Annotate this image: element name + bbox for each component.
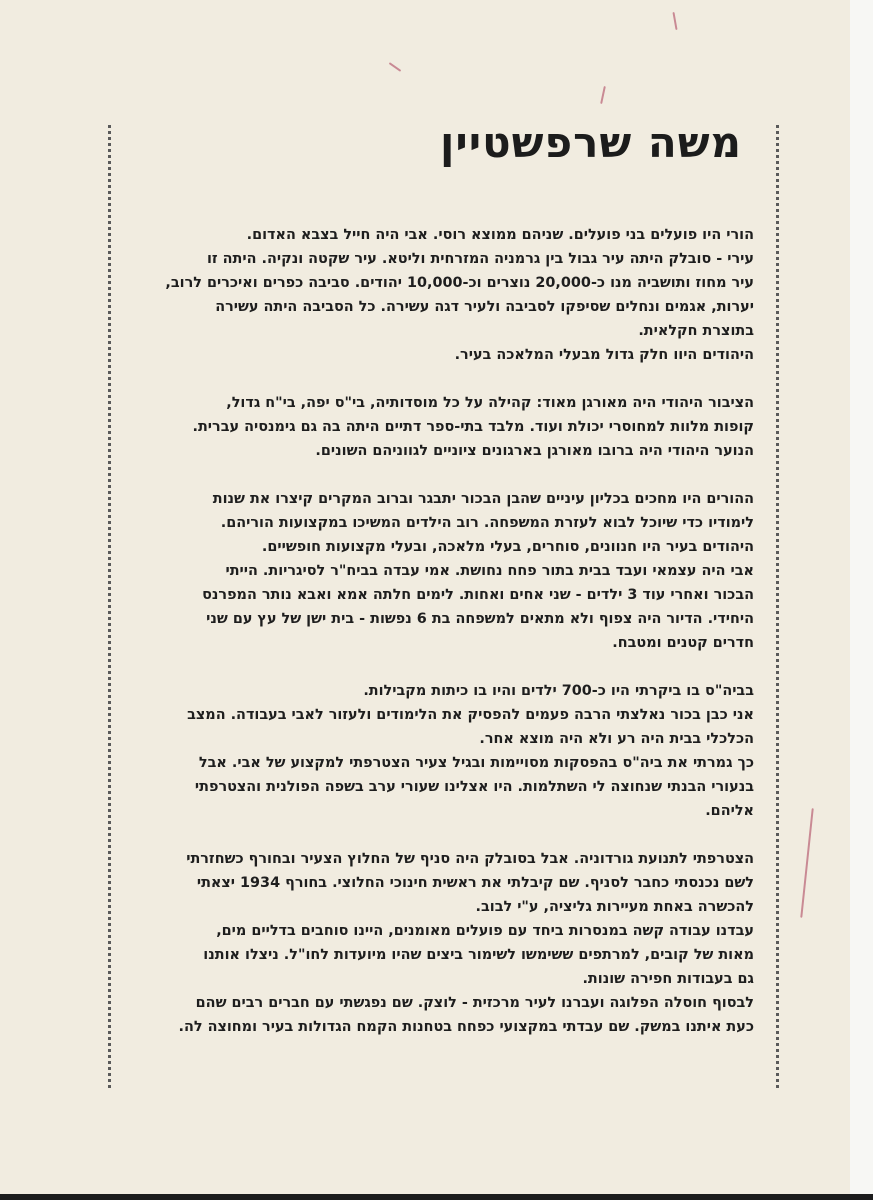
scan-mark xyxy=(672,12,677,30)
paragraph xyxy=(128,679,754,823)
text-line: יערות, אגמים ונחלים שסיפקו לסביבה ולעיר דגה עשירה. כל הסביבה היתה עשירה xyxy=(215,299,754,315)
paragraph xyxy=(128,847,754,1039)
text-line: הציבור היהודי היה מאורגן מאוד: קהילה על כל מוסדותיה, בי"ס יפה, בי"ח גדול, xyxy=(226,395,754,411)
text-line: הכלכלי בבית היה רע ולא היה מוצא אחר. xyxy=(479,731,754,747)
scan-mark xyxy=(389,62,402,72)
text-line: היהודים בעיר היו חנוונים, סוחרים, בעלי מלאכה, ובעלי מקצועות חופשיים. xyxy=(261,539,754,555)
text-line: עירי - סובלק היתה עיר גבול בין גרמניה המזרחית וליטא. עיר שקטה ונקיה. היתה זו xyxy=(206,251,754,267)
text-line: אבי היה עצמאי ועבד בבית בתור פחח נחושת. אמי עבדה בביח"ר לסיגריות. הייתי xyxy=(225,563,754,579)
text-line: גם בעבודות חפירה שונות. xyxy=(582,971,754,987)
text-line: חדרים קטנים ומטבח. xyxy=(612,635,754,651)
text-line: בנעורי הבנתי שנחוצה לי השתלמות. היו אצלינו שעורי ערב בשפה הפולנית והצטרפתי xyxy=(194,779,754,795)
text-line: הורי היו פועלים בני פועלים. שניהם ממוצא רוסי. אבי היה חייל בצבא האדום. xyxy=(246,227,754,243)
text-line: להכשרה באחת מעיירות גליציה, ע"י לבוב. xyxy=(475,899,754,915)
text-line: הצטרפתי לתנועת גורדוניה. אבל בסובלק היה סניף של החלוץ הצעיר ובחורף כשחזרתי xyxy=(186,851,754,867)
decorative-border-left xyxy=(108,125,111,1090)
text-line: עבדנו עבודה קשה במנסרות ביחד עם פועלים מאומנים, היינו סוחבים בדליים מים, xyxy=(216,923,754,939)
paragraph xyxy=(128,487,754,655)
text-line: קופות מלוות למחוסרי יכולת ועוד. מלבד בתי-ספר דתיים היתה בה גם גימנסיה עברית. xyxy=(192,419,754,435)
paragraph xyxy=(128,391,754,463)
text-line: לשם נכנסתי כחבר לסניף. שם קיבלתי את ראשית חינוכי החלוצי. בחורף 1934 יצאתי xyxy=(196,875,754,891)
scan-mark xyxy=(800,808,813,918)
text-line: ההורים היו מחכים בכליון עיניים שהבן הבכור יתבגר וברוב המקרים קיצרו את שנות xyxy=(212,491,754,507)
text-line: הנוער היהודי היה ברובו מאורגן בארגונים ציוניים לגווניהם השונים. xyxy=(315,443,754,459)
text-line: בביה"ס בו ביקרתי היו כ-700 ילדים והיו בו כיתות מקבילות. xyxy=(363,683,754,699)
text-line: אני כבן בכור נאלצתי הרבה פעמים להפסיק את הלימודים ולעזור לאבי בעבודה. המצב xyxy=(187,707,754,723)
scan-mark xyxy=(600,86,606,104)
text-line: מאות של קובים, למרתפים ששימשו לשימור ביצים שהיו מיועדות לחו"ל. ניצלו אותנו xyxy=(203,947,754,963)
memoir-text xyxy=(128,223,754,1063)
text-line: עיר מחוז ותושביה מנו כ-20,000 נוצרים וכ-10,000 יהודים. סביבה כפרים ואיכרים לרוב, xyxy=(165,275,754,291)
paragraph xyxy=(128,223,754,367)
scan-margin-bottom xyxy=(0,1194,873,1200)
text-line: הבכור ואחרי עוד 3 ילדים - שני אחים ואחות. לימים חלתה אמא ואבא נותר המפרנס xyxy=(202,587,754,603)
scan-margin-right xyxy=(850,0,873,1200)
text-line: כך גמרתי את ביה"ס בהפסקות מסויימות ובגיל צעיר הצטרפתי למקצוע של אבי. אבל xyxy=(198,755,754,771)
text-line: בתוצרת חקלאית. xyxy=(638,323,754,339)
text-line: כעת איתנו במשק. שם עבדתי במקצועי כפחח בטחנות הקמח הגדולות בעיר ומחוצה לה. xyxy=(178,1019,754,1035)
text-line: אליהם. xyxy=(705,803,754,819)
text-line: לימודיו כדי שיוכל לבוא לעזרת המשפחה. רוב הילדים המשיכו במקצועות הוריהם. xyxy=(220,515,754,531)
text-line: היחידי. הדיור היה צפוף ולא מתאים למשפחה בת 6 נפשות - בית ישן של עץ עם שני xyxy=(206,611,754,627)
text-line: היהודים היוו חלק גדול מבעלי המלאכה בעיר. xyxy=(454,347,754,363)
text-line: לבסוף חוסלה הפלוגה ועברנו לעיר מרכזית - לוצק. שם נפגשתי עם חברים רבים שהם xyxy=(195,995,754,1011)
page-title: משה שרפשטיין xyxy=(439,118,742,167)
decorative-border-right xyxy=(776,125,779,1090)
